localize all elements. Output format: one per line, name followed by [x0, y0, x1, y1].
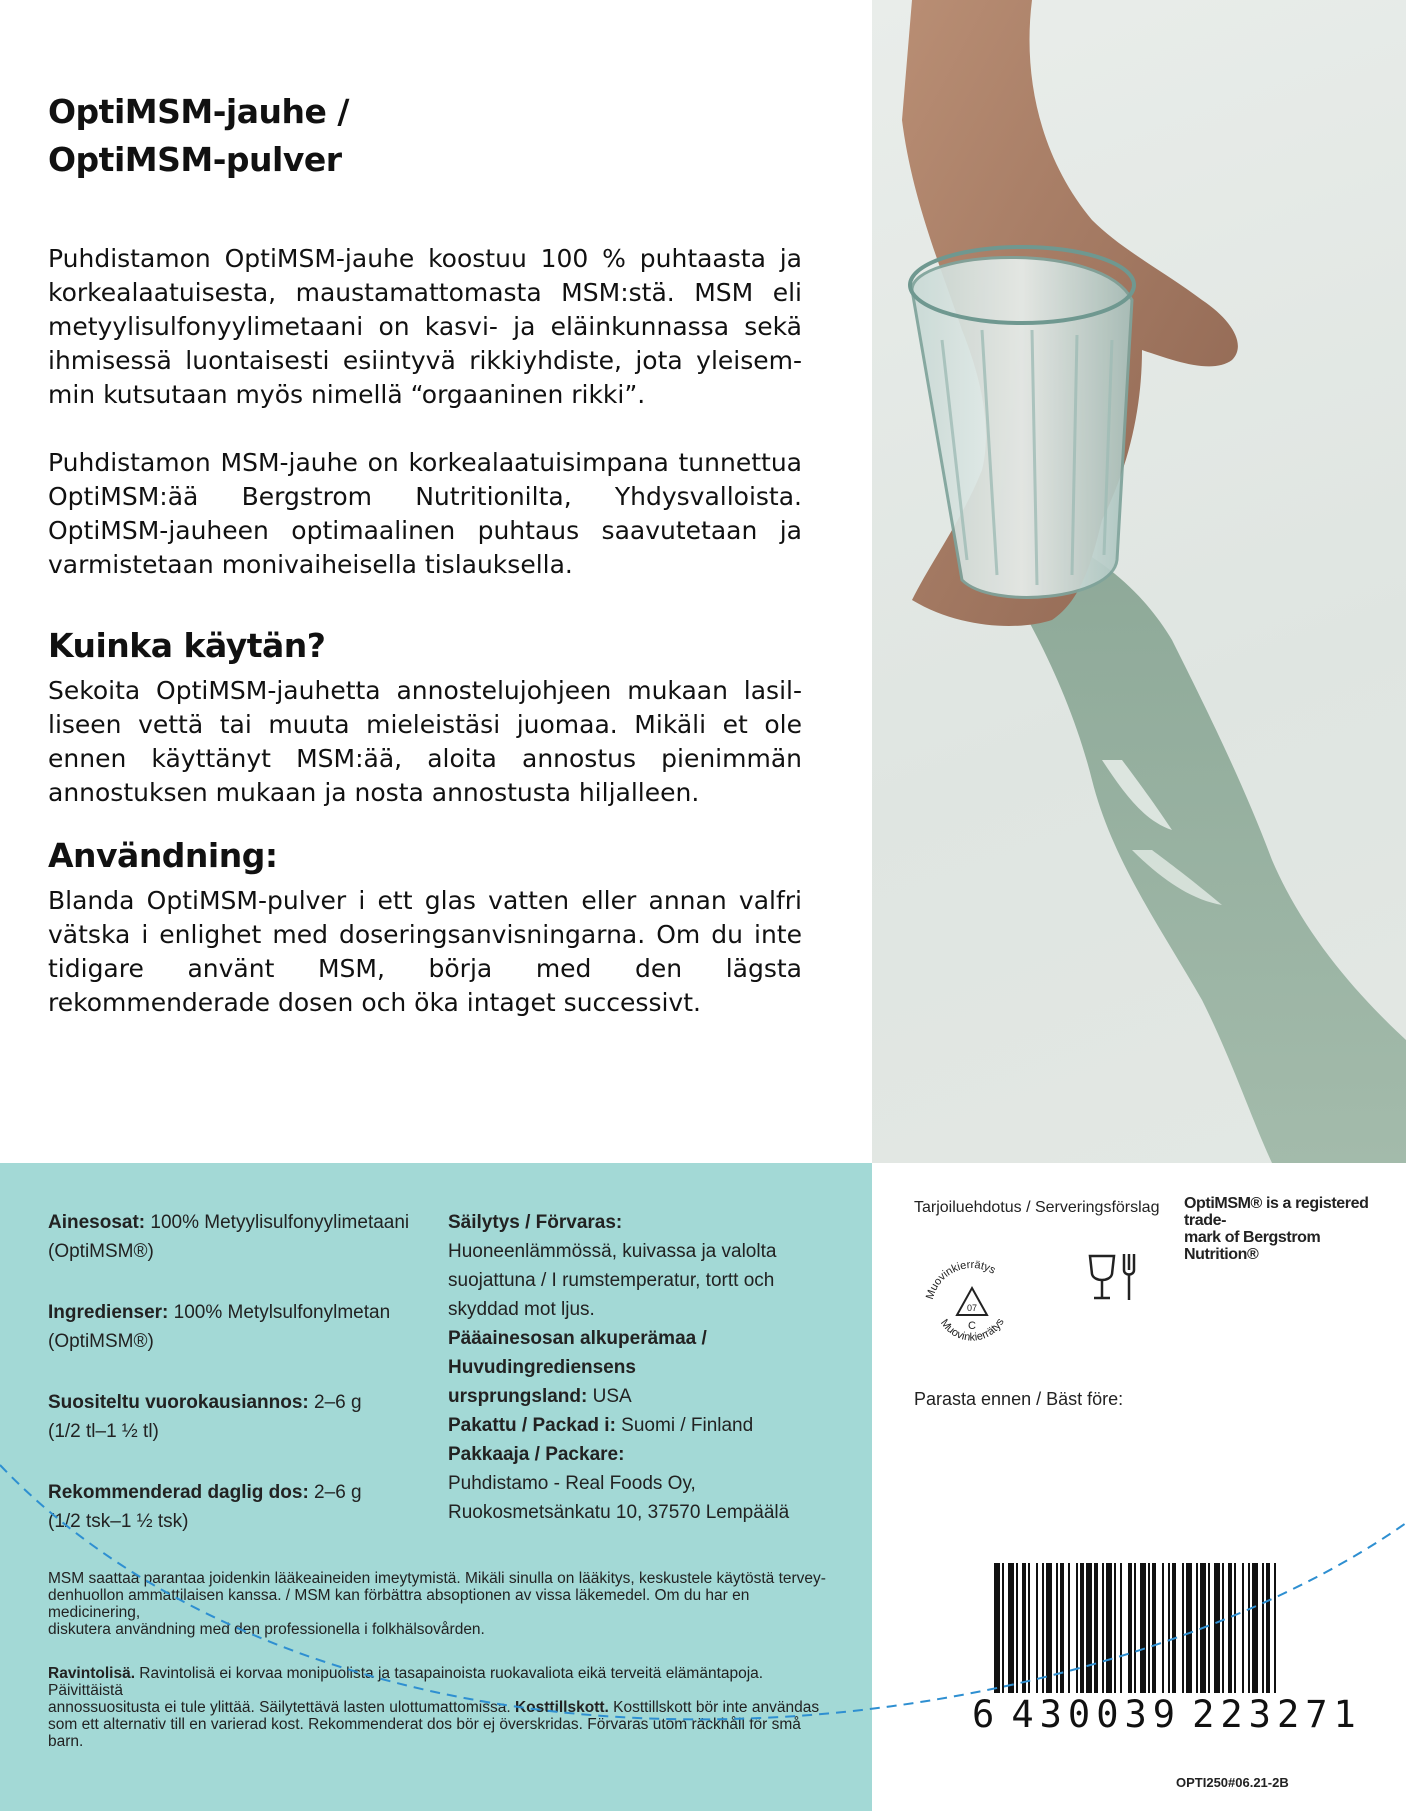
packer-label: Pakkaaja / Packare: [448, 1444, 625, 1465]
sailytys-line-3: skyddad mot ljus. [448, 1299, 595, 1320]
sailytys-label: Säilytys / Förvaras: [448, 1212, 623, 1233]
sailytys-line-2: suojattuna / I rumstemperatur, tortt och [448, 1270, 775, 1291]
ainesosat-value-2: (OptiMSM®) [48, 1241, 154, 1262]
product-code: OPTI250#06.21-2B [1176, 1775, 1289, 1790]
usage-sv-heading: Användning: [48, 836, 278, 875]
recycling-code: 07 [966, 1303, 978, 1313]
ingredienser-value: 100% Metylsulfonylmetan [168, 1302, 391, 1323]
rekommenderad-value: 2–6 g [308, 1482, 362, 1503]
origin-label-2: Huvudingrediensens [448, 1357, 636, 1378]
main-text-column [48, 60, 802, 1020]
suositeltu-value-2: (1/2 tl–1 ½ tl) [48, 1421, 159, 1442]
warning-line-3: diskutera användning med den professionella i folkhälsovården. [48, 1621, 485, 1638]
photo-illustration [872, 0, 1406, 1163]
warning-line-2: denhuollon ammattilaisen kanssa. / MSM kan förbättra absoptionen av vissa läkemedel. Om du har en medicinering, [48, 1587, 750, 1621]
ainesosat-label: Ainesosat: [48, 1212, 146, 1233]
suositeltu-label: Suositeltu vuorokausiannos: [48, 1392, 309, 1413]
packer-line-2: Ruokosmetsänkatu 10, 37570 Lempäälä [448, 1502, 790, 1523]
barcode-first-digit: 6 [972, 1693, 1001, 1736]
supplement-label-fi: Ravintolisä. [48, 1665, 135, 1682]
product-photo-hand-with-glass [872, 0, 1406, 1163]
suositeltu-value: 2–6 g [308, 1392, 362, 1413]
usage-fi-text: Sekoita OptiMSM-jauhetta annostelujohjeen mukaan lasil-liseen vettä tai muuta mieleistäsi juomaa. Mikäli et ole ennen käyttänyt MSM:ää, aloita annostus pienimmän annostuksen mukaan ja nosta annostusta hiljalleen. [48, 676, 802, 807]
ingredienser-value-2: (OptiMSM®) [48, 1331, 154, 1352]
rekommenderad-label: Rekommenderad daglig dos: [48, 1482, 309, 1503]
packer-line-1: Puhdistamo - Real Foods Oy, [448, 1473, 696, 1494]
origin-label-3: ursprungsland: [448, 1386, 588, 1407]
title-line-1: OptiMSM-jauhe / [48, 92, 349, 131]
ainesosat-value: 100% Metyylisulfonyylimetaani [145, 1212, 410, 1233]
trademark-line-1: OptiMSM® is a registered trade- [1184, 1195, 1369, 1229]
sailytys-line-1: Huoneenlämmössä, kuivassa ja valolta [448, 1241, 777, 1262]
usage-sv-text: Blanda OptiMSM-pulver i ett glas vatten eller annan valfri vätska i enlighet med doseringsanvisningarna. Om du inte tidigare använt MSM, börja med den lägsta rekommenderade dosen och öka intaget successivt. [48, 886, 802, 1017]
supplement-label-sv: Kosttillskott. [514, 1699, 609, 1716]
trademark-line-2: mark of Bergstrom Nutrition® [1184, 1229, 1321, 1263]
origin-label-1: Pääainesosan alkuperämaa / [448, 1328, 707, 1349]
supplement-line-2-post: Kosttillskott bör inte användas [608, 1699, 820, 1716]
packed-label: Pakattu / Packad i: [448, 1415, 616, 1436]
dashed-curve-decoration [0, 1163, 1406, 1811]
usage-fi-heading: Kuinka käytän? [48, 626, 326, 665]
supplement-line-2: annossuositusta ei tule ylittää. Säilytettävä lasten ulottumattomissa. [48, 1699, 515, 1716]
packed-value: Suomi / Finland [615, 1415, 754, 1436]
recycling-text-top: Muovinkierrätys [923, 1258, 998, 1301]
intro-paragraph-1: Puhdistamon OptiMSM-jauhe koostuu 100 % puhtaasta ja korkealaatuisesta, maustamattomasta MSM:stä. MSM eli metyylisulfonyylimetaani on kasvi- ja eläinkunnassa sekä ihmisessä luontaisesti esiintyvä rikkiyhdiste, jota yleisem-min kutsutaan myös nimellä “orgaaninen rikki”. [48, 244, 802, 409]
best-before-label: Parasta ennen / Bäst före: [914, 1389, 1124, 1409]
rekommenderad-value-2: (1/2 tsk–1 ½ tsk) [48, 1511, 189, 1532]
intro-paragraph-2: Puhdistamon MSM-jauhe on korkealaatuisimpana tunnettua OptiMSM:ää Bergstrom Nutritionilta, Yhdysvalloista. OptiMSM-jauheen optimaalinen puhtaus saavutetaan ja varmistetaan monivaiheisella tislauksella. [48, 448, 802, 579]
page-title [48, 88, 802, 184]
origin-value: USA [587, 1386, 632, 1407]
title-line-2: OptiMSM-pulver [48, 140, 342, 179]
ingredienser-label: Ingredienser: [48, 1302, 169, 1323]
barcode-group-2: 223271 [1192, 1693, 1362, 1736]
warning-line-1: MSM saattaa parantaa joidenkin lääkeaineiden imeytymistä. Mikäli sinulla on lääkitys, keskustele käytöstä tervey- [48, 1570, 826, 1587]
serving-suggestion: Tarjoiluehdotus / Serveringsförslag [914, 1199, 1160, 1216]
recycling-symbol-letter: C [968, 1320, 976, 1332]
barcode-group-1: 430039 [1011, 1693, 1182, 1736]
supplement-text-fi: Ravintolisä ei korvaa monipuolista ja tasapainoista ruokavaliota eikä terveitä elämäntapoja. Päivittäistä [48, 1665, 764, 1699]
supplement-line-3: som ett alternativ till en varierad kost. Rekommenderat dos bör ej överskridas. Förvaras utom räckhåll för små barn. [48, 1716, 801, 1750]
recycling-text-bottom: Muovinkierrätys [938, 1316, 1007, 1344]
